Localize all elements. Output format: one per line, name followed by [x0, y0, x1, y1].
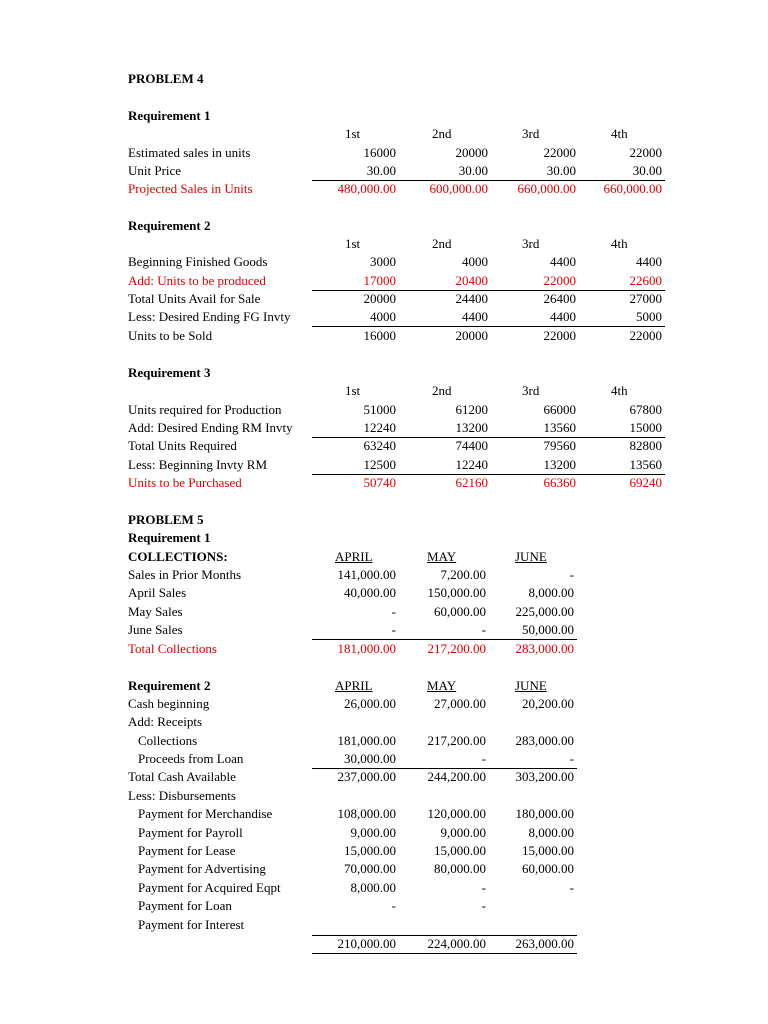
- row-label: Sales in Prior Months: [128, 567, 242, 582]
- table-row: [0, 401, 768, 419]
- p5-req1-header: [0, 548, 768, 566]
- cell: -: [569, 880, 574, 895]
- cell: 4400: [550, 309, 576, 324]
- cell: 217,200.00: [427, 733, 486, 748]
- cell: 120,000.00: [427, 806, 486, 821]
- p4-req3-header: [0, 382, 768, 400]
- row-label: Total Collections: [128, 641, 217, 656]
- row-label: June Sales: [128, 622, 183, 637]
- cell: 303,200.00: [515, 769, 574, 784]
- row-label: Units required for Production: [128, 402, 282, 417]
- cell: 224,000.00: [427, 936, 486, 951]
- row-label: Collections: [138, 733, 198, 748]
- cell: 4000: [462, 254, 488, 269]
- row-label: Less: Beginning Invty RM: [128, 457, 268, 472]
- cell: 600,000.00: [429, 181, 488, 196]
- cell: 13560: [543, 420, 576, 435]
- cell: 30.00: [366, 163, 396, 178]
- cell: 8,000.00: [528, 825, 574, 840]
- cell: 9,000.00: [440, 825, 486, 840]
- table-row: [0, 768, 768, 786]
- cell: 22000: [629, 328, 662, 343]
- row-label: Add: Units to be produced: [128, 273, 266, 288]
- cell: 63240: [363, 438, 396, 453]
- row-label: Unit Price: [128, 163, 182, 178]
- cell: 180,000.00: [515, 806, 574, 821]
- row-label: Cash beginning: [128, 696, 210, 711]
- cell: 660,000.00: [517, 181, 576, 196]
- requirement-title: Requirement 2: [128, 678, 211, 693]
- cell: 15000: [629, 420, 662, 435]
- row-label: Total Units Avail for Sale: [128, 291, 261, 306]
- problem-title: PROBLEM 4: [128, 71, 204, 86]
- table-row: [0, 437, 768, 455]
- cell: 244,200.00: [427, 769, 486, 784]
- table-row-highlight: [0, 640, 768, 658]
- row-label: Units to be Sold: [128, 328, 213, 343]
- cell: 5000: [636, 309, 662, 324]
- cell: 22000: [543, 273, 576, 288]
- cell: 30.00: [546, 163, 576, 178]
- cell: 61200: [455, 402, 488, 417]
- cell: 20000: [363, 291, 396, 306]
- row-label: Units to be Purchased: [128, 475, 242, 490]
- row-label: Payment for Payroll: [138, 825, 243, 840]
- col-header-may: MAY: [427, 549, 457, 564]
- table-row: [0, 290, 768, 308]
- table-row: [0, 897, 768, 915]
- cell: 150,000.00: [427, 585, 486, 600]
- cell: 16000: [363, 145, 396, 160]
- cell: 20000: [455, 145, 488, 160]
- cell: 16000: [363, 328, 396, 343]
- cell: 13200: [455, 420, 488, 435]
- col-header-april: APRIL: [335, 549, 373, 564]
- table-row-total: [0, 935, 768, 953]
- row-label: Total Cash Available: [128, 769, 236, 784]
- table-row: [0, 842, 768, 860]
- cell: 13200: [543, 457, 576, 472]
- cell: 51000: [363, 402, 396, 417]
- cell: 70,000.00: [344, 861, 396, 876]
- cell: 12240: [363, 420, 396, 435]
- requirement-title: Requirement 3: [128, 365, 211, 380]
- cell: 20,200.00: [522, 696, 574, 711]
- table-row: [0, 584, 768, 602]
- cell: 283,000.00: [515, 733, 574, 748]
- cell: 30,000.00: [344, 751, 396, 766]
- cell: 30.00: [632, 163, 662, 178]
- row-label: May Sales: [128, 604, 183, 619]
- row-label: Payment for Acquired Eqpt: [138, 880, 281, 895]
- cell: 4400: [550, 254, 576, 269]
- cell: 74400: [455, 438, 488, 453]
- cell: -: [481, 622, 486, 637]
- cell: 7,200.00: [440, 567, 486, 582]
- col-header-q4: 4th: [611, 126, 628, 141]
- collections-heading: COLLECTIONS:: [128, 549, 228, 564]
- row-label: Less: Desired Ending FG Invty: [128, 309, 291, 324]
- table-row: [0, 860, 768, 878]
- cell: -: [391, 622, 396, 637]
- cell: 4000: [370, 309, 396, 324]
- cell: 283,000.00: [515, 641, 574, 656]
- col-header-june: JUNE: [515, 678, 547, 693]
- cell: -: [569, 567, 574, 582]
- cell: 60,000.00: [522, 861, 574, 876]
- cell: 13560: [629, 457, 662, 472]
- cell: 237,000.00: [337, 769, 396, 784]
- problem-title: PROBLEM 5: [128, 512, 204, 527]
- cell: 40,000.00: [344, 585, 396, 600]
- cell: 69240: [629, 475, 662, 490]
- cell: 17000: [363, 273, 396, 288]
- cell: 15,000.00: [522, 843, 574, 858]
- row-label: Add: Desired Ending RM Invty: [128, 420, 293, 435]
- cell: -: [391, 604, 396, 619]
- cell: 12500: [363, 457, 396, 472]
- col-header-q1: 1st: [345, 383, 361, 398]
- table-row: [0, 253, 768, 271]
- cell: 3000: [370, 254, 396, 269]
- table-row-highlight: [0, 180, 768, 198]
- cell: -: [481, 880, 486, 895]
- cell: 9,000.00: [350, 825, 396, 840]
- double-underline: [312, 953, 577, 954]
- table-row: [0, 750, 768, 768]
- row-label: April Sales: [128, 585, 187, 600]
- row-label: Payment for Interest: [138, 917, 245, 932]
- table-row: [0, 327, 768, 345]
- row-label: Estimated sales in units: [128, 145, 251, 160]
- p5-req1-title: [0, 529, 768, 547]
- cell: 217,200.00: [427, 641, 486, 656]
- table-row: [0, 162, 768, 180]
- cell: 27,000.00: [434, 696, 486, 711]
- table-row: [0, 456, 768, 474]
- table-row: [0, 308, 768, 326]
- cell: 141,000.00: [337, 567, 396, 582]
- table-row: [0, 419, 768, 437]
- cell: 4400: [462, 309, 488, 324]
- col-header-q4: 4th: [611, 236, 628, 251]
- table-row: [0, 916, 768, 934]
- cell: 12240: [455, 457, 488, 472]
- row-label: Payment for Lease: [138, 843, 236, 858]
- col-header-q1: 1st: [345, 126, 361, 141]
- col-header-q2: 2nd: [432, 236, 452, 251]
- row-label: Proceeds from Loan: [138, 751, 244, 766]
- cell: 26,000.00: [344, 696, 396, 711]
- table-row: [0, 732, 768, 750]
- row-label: Projected Sales in Units: [128, 181, 253, 196]
- row-label: Payment for Advertising: [138, 861, 266, 876]
- requirement-title: Requirement 1: [128, 108, 211, 123]
- problem-4-title: [0, 70, 768, 88]
- table-row-highlight: [0, 474, 768, 492]
- cell: 4400: [636, 254, 662, 269]
- table-row: [0, 566, 768, 584]
- p4-req1-title: [0, 107, 768, 125]
- table-row-highlight: [0, 272, 768, 290]
- row-label: Add: Receipts: [128, 714, 203, 729]
- cell: -: [569, 751, 574, 766]
- row-label: Beginning Finished Goods: [128, 254, 268, 269]
- cell: 27000: [629, 291, 662, 306]
- table-row: [0, 603, 768, 621]
- p4-req2-title: [0, 217, 768, 235]
- cell: 66360: [543, 475, 576, 490]
- requirement-title: Requirement 2: [128, 218, 211, 233]
- row-label: Total Units Required: [128, 438, 237, 453]
- col-header-q2: 2nd: [432, 126, 452, 141]
- p4-req1-header: [0, 125, 768, 143]
- cell: 8,000.00: [528, 585, 574, 600]
- col-header-april: APRIL: [335, 678, 373, 693]
- cell: 108,000.00: [337, 806, 396, 821]
- cell: 20400: [455, 273, 488, 288]
- col-header-may: MAY: [427, 678, 457, 693]
- col-header-q3: 3rd: [522, 383, 540, 398]
- cell: 263,000.00: [515, 936, 574, 951]
- cell: 181,000.00: [337, 733, 396, 748]
- cell: 30.00: [458, 163, 488, 178]
- cell: 67800: [629, 402, 662, 417]
- cell: 79560: [543, 438, 576, 453]
- table-row: [0, 805, 768, 823]
- cell: 22600: [629, 273, 662, 288]
- p5-req2-header: [0, 677, 768, 695]
- row-label: Less: Disbursements: [128, 788, 236, 803]
- table-row: [0, 713, 768, 731]
- requirement-title: Requirement 1: [128, 530, 211, 545]
- cell: 660,000.00: [603, 181, 662, 196]
- p4-req2-header: [0, 235, 768, 253]
- p4-req3-title: [0, 364, 768, 382]
- cell: -: [391, 898, 396, 913]
- cell: 50,000.00: [522, 622, 574, 637]
- cell: 24400: [455, 291, 488, 306]
- cell: 60,000.00: [434, 604, 486, 619]
- cell: 15,000.00: [434, 843, 486, 858]
- col-header-q3: 3rd: [522, 236, 540, 251]
- cell: 480,000.00: [337, 181, 396, 196]
- cell: 181,000.00: [337, 641, 396, 656]
- row-label: Payment for Loan: [138, 898, 232, 913]
- cell: 15,000.00: [344, 843, 396, 858]
- col-header-q3: 3rd: [522, 126, 540, 141]
- col-header-q4: 4th: [611, 383, 628, 398]
- cell: 8,000.00: [350, 880, 396, 895]
- cell: 210,000.00: [337, 936, 396, 951]
- cell: 22000: [543, 328, 576, 343]
- cell: 80,000.00: [434, 861, 486, 876]
- cell: 20000: [455, 328, 488, 343]
- table-row: [0, 621, 768, 639]
- table-row: [0, 144, 768, 162]
- cell: 66000: [543, 402, 576, 417]
- problem-5-title: [0, 511, 768, 529]
- table-row: [0, 695, 768, 713]
- cell: -: [481, 898, 486, 913]
- table-row: [0, 824, 768, 842]
- table-row: [0, 787, 768, 805]
- cell: 50740: [363, 475, 396, 490]
- col-header-q1: 1st: [345, 236, 361, 251]
- cell: 82800: [629, 438, 662, 453]
- table-row: [0, 879, 768, 897]
- cell: 62160: [455, 475, 488, 490]
- col-header-june: JUNE: [515, 549, 547, 564]
- cell: 26400: [543, 291, 576, 306]
- cell: 225,000.00: [515, 604, 574, 619]
- row-label: Payment for Merchandise: [138, 806, 273, 821]
- col-header-q2: 2nd: [432, 383, 452, 398]
- cell: 22000: [543, 145, 576, 160]
- cell: 22000: [629, 145, 662, 160]
- cell: -: [481, 751, 486, 766]
